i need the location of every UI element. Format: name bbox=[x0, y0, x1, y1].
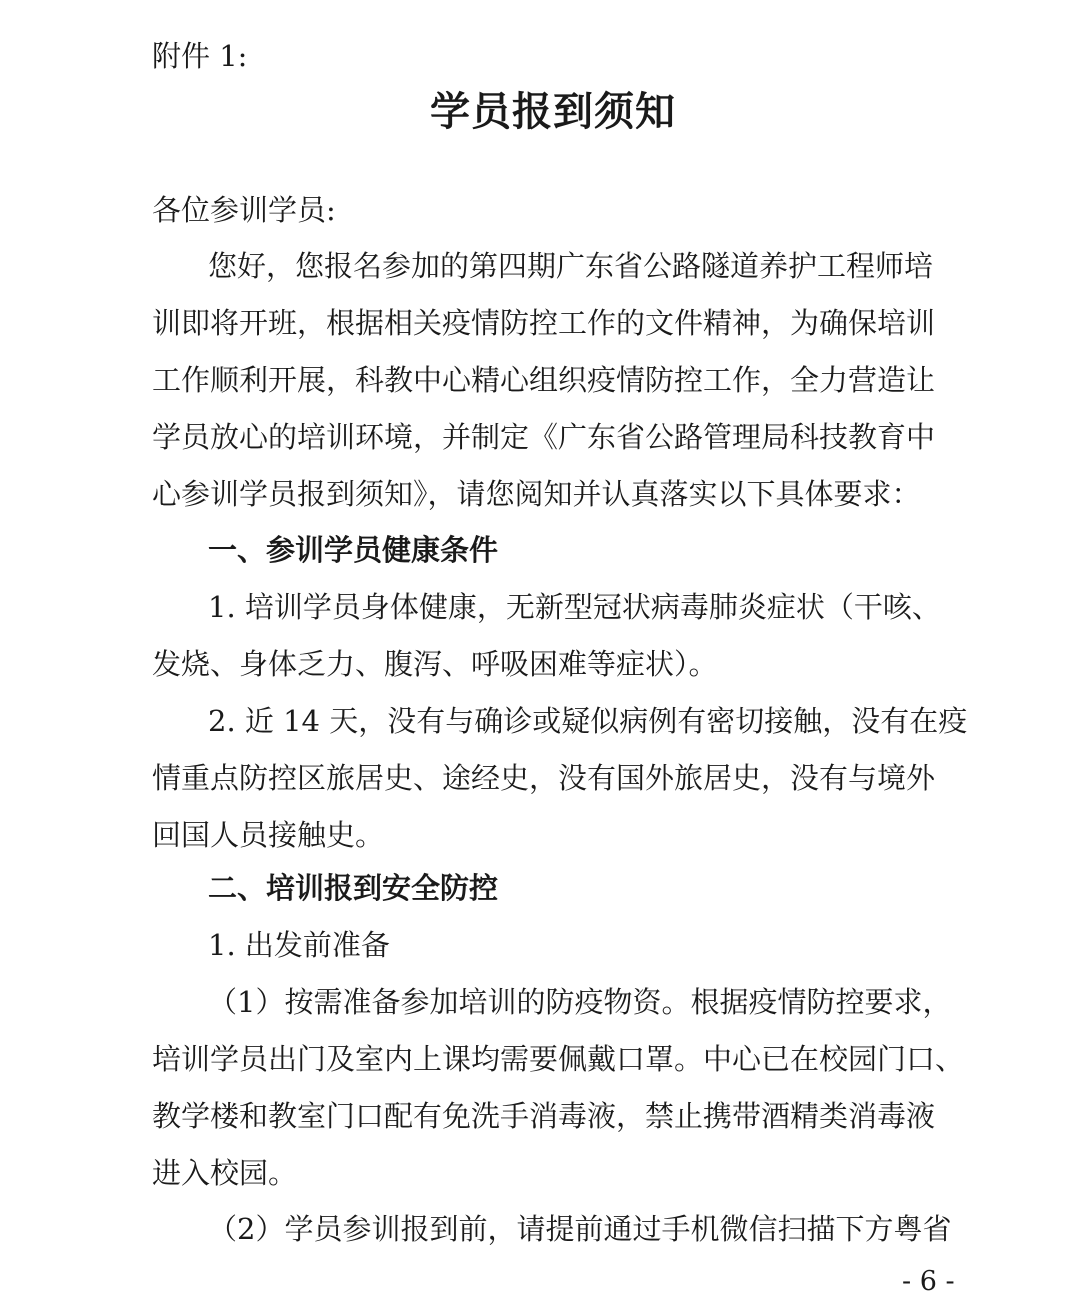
paragraph-line: 教学楼和教室门口配有免洗手消毒液，禁止携带酒精类消毒液 bbox=[152, 1099, 936, 1133]
paragraph-line: 1. 培训学员身体健康，无新型冠状病毒肺炎症状（干咳、 bbox=[208, 590, 941, 624]
paragraph-line: 回国人员接触史。 bbox=[152, 818, 385, 852]
paragraph-line: 工作顺利开展，科教中心精心组织疫情防控工作，全力营造让 bbox=[152, 363, 936, 397]
paragraph-line: 学员放心的培训环境，并制定《广东省公路管理局科技教育中 bbox=[152, 420, 936, 454]
subheading-departure-prep: 1. 出发前准备 bbox=[208, 928, 390, 962]
paragraph-line: 发烧、身体乏力、腹泻、呼吸困难等症状）。 bbox=[152, 647, 718, 681]
page-number: - 6 - bbox=[902, 1266, 955, 1297]
salutation: 各位参训学员: bbox=[152, 193, 336, 227]
section-heading-safety: 二、培训报到安全防控 bbox=[208, 871, 499, 905]
attachment-label: 附件 1: bbox=[152, 39, 248, 73]
paragraph-line: 训即将开班，根据相关疫情防控工作的文件精神，为确保培训 bbox=[152, 306, 936, 340]
paragraph-line: 进入校园。 bbox=[152, 1156, 298, 1190]
paragraph-line: 2. 近 14 天，没有与确诊或疑似病例有密切接触，没有在疫 bbox=[208, 704, 968, 738]
paragraph-line: 培训学员出门及室内上课均需要佩戴口罩。中心已在校园门口、 bbox=[152, 1042, 965, 1076]
paragraph-line: 情重点防控区旅居史、途经史，没有国外旅居史，没有与境外 bbox=[152, 761, 936, 795]
paragraph-line: （2）学员参训报到前，请提前通过手机微信扫描下方粤省 bbox=[208, 1212, 952, 1246]
section-heading-health: 一、参训学员健康条件 bbox=[208, 533, 499, 567]
document-title: 学员报到须知 bbox=[430, 89, 676, 135]
paragraph-line: 心参训学员报到须知》，请您阅知并认真落实以下具体要求： bbox=[152, 477, 921, 511]
paragraph-line: （1）按需准备参加培训的防疫物资。根据疫情防控要求， bbox=[208, 985, 952, 1019]
paragraph-line: 您好，您报名参加的第四期广东省公路隧道养护工程师培 bbox=[208, 249, 934, 283]
